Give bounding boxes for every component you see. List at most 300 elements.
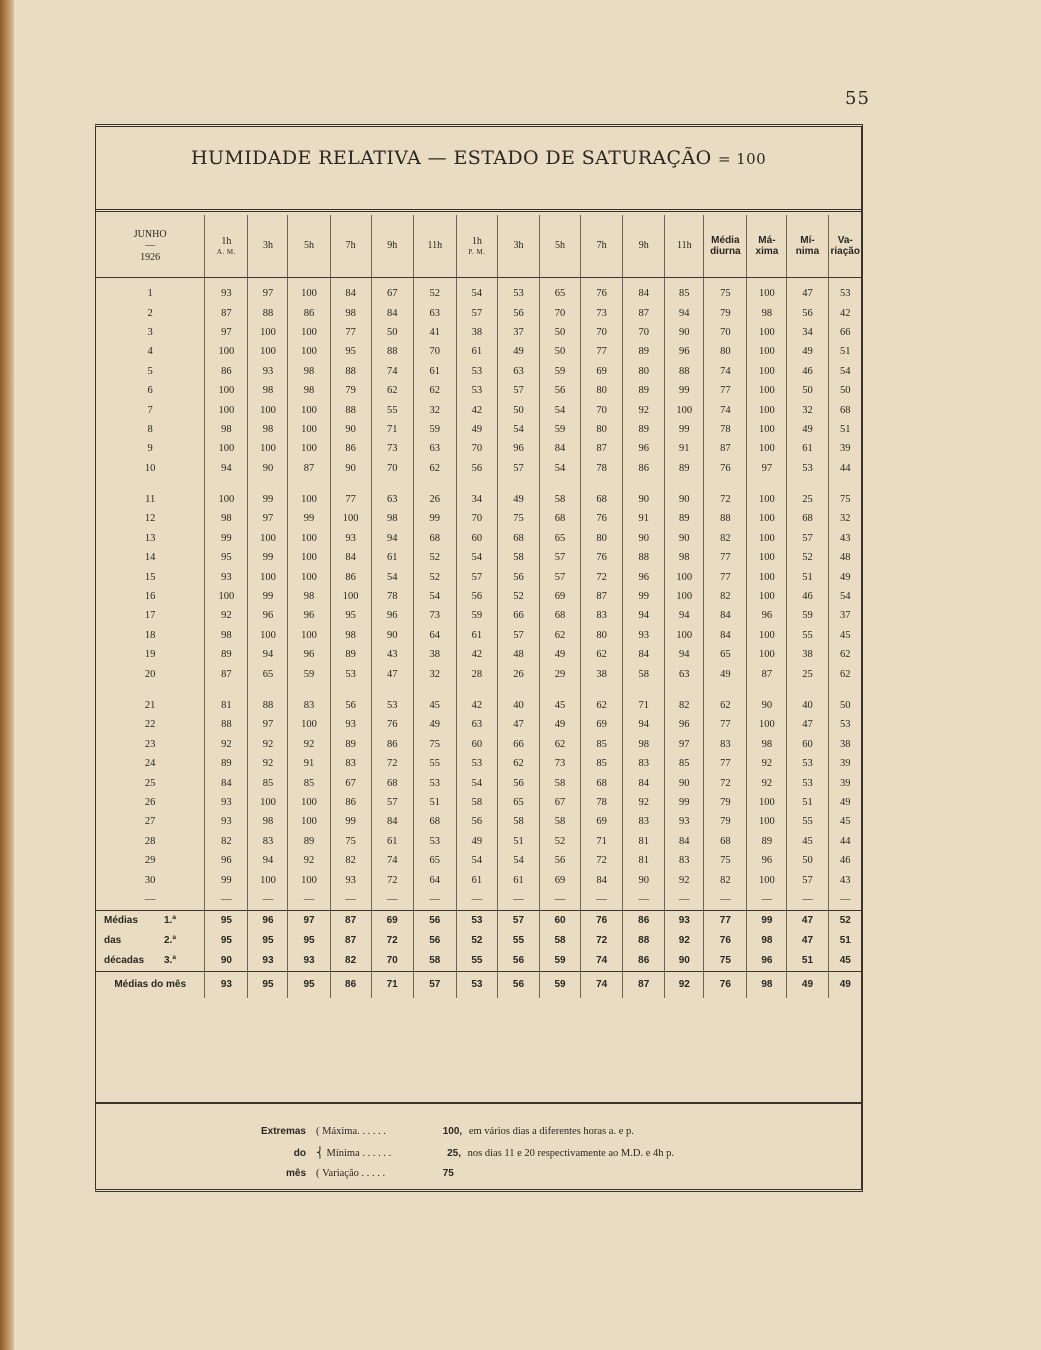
humidity-value: 92 [288,851,330,870]
humidity-value: 51 [828,420,862,439]
humidity-value: 54 [456,773,497,792]
day-number: 15 [144,571,156,583]
extremes-row-max [256,1126,634,1137]
humidity-value: 81 [623,851,665,870]
humidity-value: 100 [205,400,248,419]
humidity-value: 93 [205,793,248,812]
day-number: 14 [144,552,156,564]
day-number: 2 [147,307,153,319]
humidity-value: 26 [413,490,456,509]
book-binding-edge [0,0,14,1350]
humidity-value: 61 [371,832,413,851]
humidity-value: 89 [623,342,665,361]
humidity-value: 83 [288,696,330,715]
humidity-value: 58 [497,548,539,567]
month-mean-value: 86 [330,972,371,998]
day-number: 26 [144,796,156,808]
day-number: 4 [147,346,153,358]
humidity-table [96,215,862,998]
humidity-value: 50 [787,381,828,400]
gap-cell [205,478,248,490]
humidity-value: 53 [456,754,497,773]
month-mean-value: 57 [413,972,456,998]
humidity-value: 86 [330,793,371,812]
gap-cell [248,684,288,696]
humidity-value: 84 [623,645,665,664]
decade-mean-value: 76 [704,931,747,951]
table-row [96,773,862,792]
humidity-value: 57 [497,626,539,645]
humidity-value: 45 [413,696,456,715]
month-mean-value: 98 [747,972,787,998]
humidity-value: 47 [371,664,413,683]
humidity-value: 61 [456,626,497,645]
decade-ordinal: 3.ª [164,955,177,967]
decade-mean-value: 77 [704,911,747,931]
month-mean-value: 56 [497,972,539,998]
gap-cell [704,478,747,490]
humidity-value: 70 [456,509,497,528]
humidity-value: 62 [828,645,862,664]
humidity-value: 70 [413,342,456,361]
humidity-value: 86 [205,362,248,381]
humidity-value: 80 [623,362,665,381]
extreme-name: Máxima. . . . . . [322,1126,386,1137]
gap-cell [497,684,539,696]
humidity-value: 53 [497,278,539,304]
humidity-value: 98 [747,303,787,322]
humidity-value: 86 [330,567,371,586]
table-header [96,215,862,278]
humidity-value: 69 [581,715,623,734]
humidity-value: 57 [497,459,539,478]
table-row [96,420,862,439]
day-number: 19 [144,649,156,661]
decade-mean-value: 87 [330,931,371,951]
humidity-value: 91 [623,509,665,528]
humidity-value: 93 [205,567,248,586]
humidity-value: 99 [248,490,288,509]
humidity-value: 51 [787,793,828,812]
humidity-value: 58 [540,773,581,792]
humidity-value: 100 [330,587,371,606]
dash-cell: — [581,890,623,911]
decade-mean-value: 72 [371,931,413,951]
humidity-value: 55 [787,812,828,831]
extreme-value: 100, [442,1126,463,1137]
humidity-value: 58 [497,812,539,831]
humidity-value: 54 [497,851,539,870]
humidity-value: 89 [330,645,371,664]
gap-cell [288,478,330,490]
extremes-label: Extremas [260,1126,306,1137]
humidity-value: 80 [581,420,623,439]
month-mean-value: 92 [665,972,704,998]
humidity-value: 100 [747,278,787,304]
gap-cell [540,478,581,490]
table-row [96,626,862,645]
humidity-value: 57 [497,381,539,400]
humidity-value: 62 [413,381,456,400]
humidity-value: 38 [413,645,456,664]
header-sub: xima [755,246,779,257]
humidity-value: 77 [330,490,371,509]
table-row [96,606,862,625]
header-hour: 11h [427,240,443,252]
humidity-value: 98 [248,812,288,831]
humidity-value: 44 [828,832,862,851]
month-mean-value: 87 [623,972,665,998]
header-col-5 [371,215,413,278]
humidity-value: 70 [704,323,747,342]
dash-cell: — [330,890,371,911]
humidity-value: 63 [665,664,704,683]
humidity-value: 100 [288,278,330,304]
humidity-value: 54 [540,459,581,478]
humidity-value: 34 [787,323,828,342]
humidity-value: 96 [288,606,330,625]
humidity-value: 56 [497,773,539,792]
decade-mean-value: 51 [828,931,862,951]
humidity-value: 100 [288,323,330,342]
decade-mean-value: 93 [665,911,704,931]
humidity-value: 42 [828,303,862,322]
humidity-value: 89 [205,645,248,664]
humidity-value: 49 [704,664,747,683]
decade-mean-value: 75 [704,951,747,972]
humidity-value: 59 [540,362,581,381]
day-number: 8 [147,423,153,435]
humidity-value: 69 [540,587,581,606]
humidity-value: 53 [371,696,413,715]
humidity-value: 99 [205,870,248,889]
humidity-value: 46 [787,362,828,381]
humidity-value: 90 [623,529,665,548]
decade-mean-value: 56 [497,951,539,972]
table-row [96,587,862,606]
decade-mean-value: 96 [747,951,787,972]
humidity-value: 92 [248,735,288,754]
header-hour: 11h [676,240,692,252]
header-month-year [96,215,205,278]
humidity-value: 75 [828,490,862,509]
humidity-value: 88 [665,362,704,381]
humidity-value: 84 [665,832,704,851]
table-row [96,303,862,322]
day-number: 24 [144,758,156,770]
humidity-value: 84 [371,812,413,831]
decade-mean-value: 72 [581,931,623,951]
humidity-value: 93 [623,626,665,645]
decade-mean-value: 56 [413,931,456,951]
extremes-row-var [256,1168,458,1179]
dash-cell: — [747,890,787,911]
humidity-value: 98 [665,548,704,567]
humidity-value: 100 [248,870,288,889]
humidity-value: 92 [288,735,330,754]
day-number: 22 [144,719,156,731]
humidity-value: 94 [248,645,288,664]
humidity-value: 83 [623,754,665,773]
humidity-value: 32 [413,400,456,419]
decade-mean-value: 87 [330,911,371,931]
humidity-value: 65 [704,645,747,664]
gap-cell [828,684,862,696]
humidity-value: 75 [497,509,539,528]
humidity-value: 100 [665,400,704,419]
humidity-value: 86 [288,303,330,322]
header-hour: 3h [513,240,524,252]
humidity-value: 100 [747,323,787,342]
table-row [96,529,862,548]
gap-cell [623,478,665,490]
table-row [96,696,862,715]
humidity-value: 97 [665,735,704,754]
humidity-value: 86 [330,439,371,458]
humidity-value: 40 [497,696,539,715]
humidity-value: 100 [288,420,330,439]
humidity-value: 100 [248,567,288,586]
header-hour: 7h [345,240,356,252]
humidity-value: 82 [704,529,747,548]
humidity-value: 53 [456,381,497,400]
header-month-part: — [145,240,156,252]
humidity-value: 56 [540,381,581,400]
humidity-value: 61 [456,870,497,889]
humidity-value: 53 [787,773,828,792]
brace-glyph: ( [316,1126,320,1137]
humidity-value: 76 [581,509,623,528]
humidity-value: 72 [704,773,747,792]
humidity-value: 62 [581,696,623,715]
humidity-value: 90 [330,459,371,478]
humidity-value: 70 [581,323,623,342]
humidity-value: 87 [581,587,623,606]
humidity-value: 100 [747,420,787,439]
decade-mean-value: 59 [540,951,581,972]
decade-gap [96,478,862,490]
humidity-value: 50 [787,851,828,870]
extreme-text: nos dias 11 e 20 respectivamente ao M.D. e 4h p. [467,1148,675,1159]
decade-word: décadas [104,955,145,967]
humidity-value: 99 [665,381,704,400]
extremes-row-min [256,1147,674,1159]
decade-mean-value: 95 [205,911,248,931]
decade-mean-value: 58 [540,931,581,951]
humidity-value: 62 [540,626,581,645]
day-number: 23 [144,738,156,750]
humidity-value: 75 [330,832,371,851]
humidity-value: 45 [787,832,828,851]
humidity-value: 87 [205,664,248,683]
decade-mean-value: 47 [787,931,828,951]
humidity-value: 78 [704,420,747,439]
humidity-value: 51 [828,342,862,361]
humidity-value: 100 [205,587,248,606]
humidity-value: 96 [665,342,704,361]
humidity-value: 79 [704,793,747,812]
humidity-value: 70 [581,400,623,419]
humidity-value: 88 [623,548,665,567]
header-hour: 5h [304,240,315,252]
decade-mean-value: 95 [205,931,248,951]
decade-mean-value: 70 [371,951,413,972]
day-number: 28 [144,835,156,847]
table-frame [95,124,863,1192]
extreme-value: 25, [447,1148,462,1159]
humidity-value: 83 [704,735,747,754]
humidity-value: 90 [623,870,665,889]
humidity-value: 74 [704,362,747,381]
month-mean-value: 71 [371,972,413,998]
humidity-value: 75 [704,851,747,870]
table-row [96,490,862,509]
humidity-value: 85 [665,278,704,304]
decade-mean-value: 93 [288,951,330,972]
humidity-value: 25 [787,664,828,683]
humidity-value: 78 [371,587,413,606]
decade-mean-value: 99 [747,911,787,931]
header-hour: 9h [387,240,398,252]
decade-mean-value: 74 [581,951,623,972]
header-col-10 [581,215,623,278]
header-col-15 [787,215,828,278]
humidity-value: 100 [288,342,330,361]
humidity-value: 93 [330,870,371,889]
humidity-value: 98 [371,509,413,528]
gap-cell [540,684,581,696]
humidity-value: 85 [581,735,623,754]
humidity-value: 99 [248,548,288,567]
humidity-value: 96 [371,606,413,625]
humidity-value: 68 [581,773,623,792]
humidity-value: 99 [288,509,330,528]
humidity-value: 82 [704,587,747,606]
humidity-value: 54 [540,400,581,419]
extreme-text: em vários dias a diferentes horas a. e p. [468,1126,634,1137]
humidity-value: 60 [787,735,828,754]
humidity-value: 100 [747,812,787,831]
decade-mean-value: 98 [747,931,787,951]
humidity-value: 59 [456,606,497,625]
humidity-value: 99 [623,587,665,606]
table-row [96,812,862,831]
table-row [96,754,862,773]
header-hour: 1h [471,236,482,248]
humidity-value: 100 [205,490,248,509]
header-col-8 [497,215,539,278]
humidity-value: 71 [371,420,413,439]
header-hour: Má- [758,234,776,246]
humidity-value: 57 [456,567,497,586]
humidity-value: 89 [288,832,330,851]
humidity-value: 99 [248,587,288,606]
humidity-value: 71 [623,696,665,715]
day-number: 20 [144,668,156,680]
table-row [96,323,862,342]
table-row [96,851,862,870]
humidity-value: 100 [747,439,787,458]
humidity-value: 26 [497,664,539,683]
dash-cell: — [623,890,665,911]
dash-cell: — [205,890,248,911]
day-number: 30 [144,874,156,886]
dash-cell: — [828,890,862,911]
extreme-value: 75 [442,1168,454,1179]
humidity-value: 82 [205,832,248,851]
humidity-value: 98 [288,362,330,381]
humidity-value: 100 [248,400,288,419]
humidity-value: 61 [371,548,413,567]
humidity-value: 87 [205,303,248,322]
dash-cell: — [787,890,828,911]
humidity-value: 47 [497,715,539,734]
humidity-value: 70 [623,323,665,342]
humidity-value: 59 [540,420,581,439]
gap-cell [787,478,828,490]
humidity-value: 39 [828,773,862,792]
humidity-value: 79 [704,812,747,831]
humidity-value: 90 [665,529,704,548]
humidity-value: 85 [248,773,288,792]
gap-cell [497,478,539,490]
humidity-value: 43 [371,645,413,664]
humidity-value: 54 [456,851,497,870]
humidity-value: 52 [497,587,539,606]
dash-cell: — [288,890,330,911]
header-col-6 [413,215,456,278]
humidity-value: 99 [665,793,704,812]
humidity-value: 65 [540,529,581,548]
humidity-value: 56 [330,696,371,715]
humidity-value: 69 [581,362,623,381]
humidity-value: 95 [205,548,248,567]
humidity-value: 57 [540,567,581,586]
humidity-value: 98 [205,509,248,528]
day-number: 27 [144,816,156,828]
humidity-value: 76 [704,459,747,478]
humidity-value: 98 [205,420,248,439]
humidity-value: 89 [205,754,248,773]
humidity-value: 97 [747,459,787,478]
humidity-value: 68 [497,529,539,548]
table-row [96,400,862,419]
humidity-value: 92 [623,793,665,812]
day-number: 12 [144,513,156,525]
decade-mean-row [96,951,862,972]
humidity-value: 94 [665,303,704,322]
table-row [96,645,862,664]
humidity-value: 50 [828,696,862,715]
humidity-value: 77 [704,715,747,734]
humidity-value: 47 [787,278,828,304]
humidity-value: 98 [248,381,288,400]
header-month-part: 1926 [140,251,161,263]
header-sub: nima [795,246,820,257]
dash-row [96,890,862,911]
humidity-value: 100 [747,362,787,381]
humidity-value: 82 [704,870,747,889]
humidity-value: 67 [330,773,371,792]
humidity-value: 53 [828,278,862,304]
humidity-value: 76 [371,715,413,734]
humidity-value: 62 [828,664,862,683]
humidity-value: 100 [248,323,288,342]
humidity-value: 68 [413,812,456,831]
humidity-value: 98 [248,420,288,439]
humidity-value: 72 [371,754,413,773]
humidity-value: 94 [371,529,413,548]
